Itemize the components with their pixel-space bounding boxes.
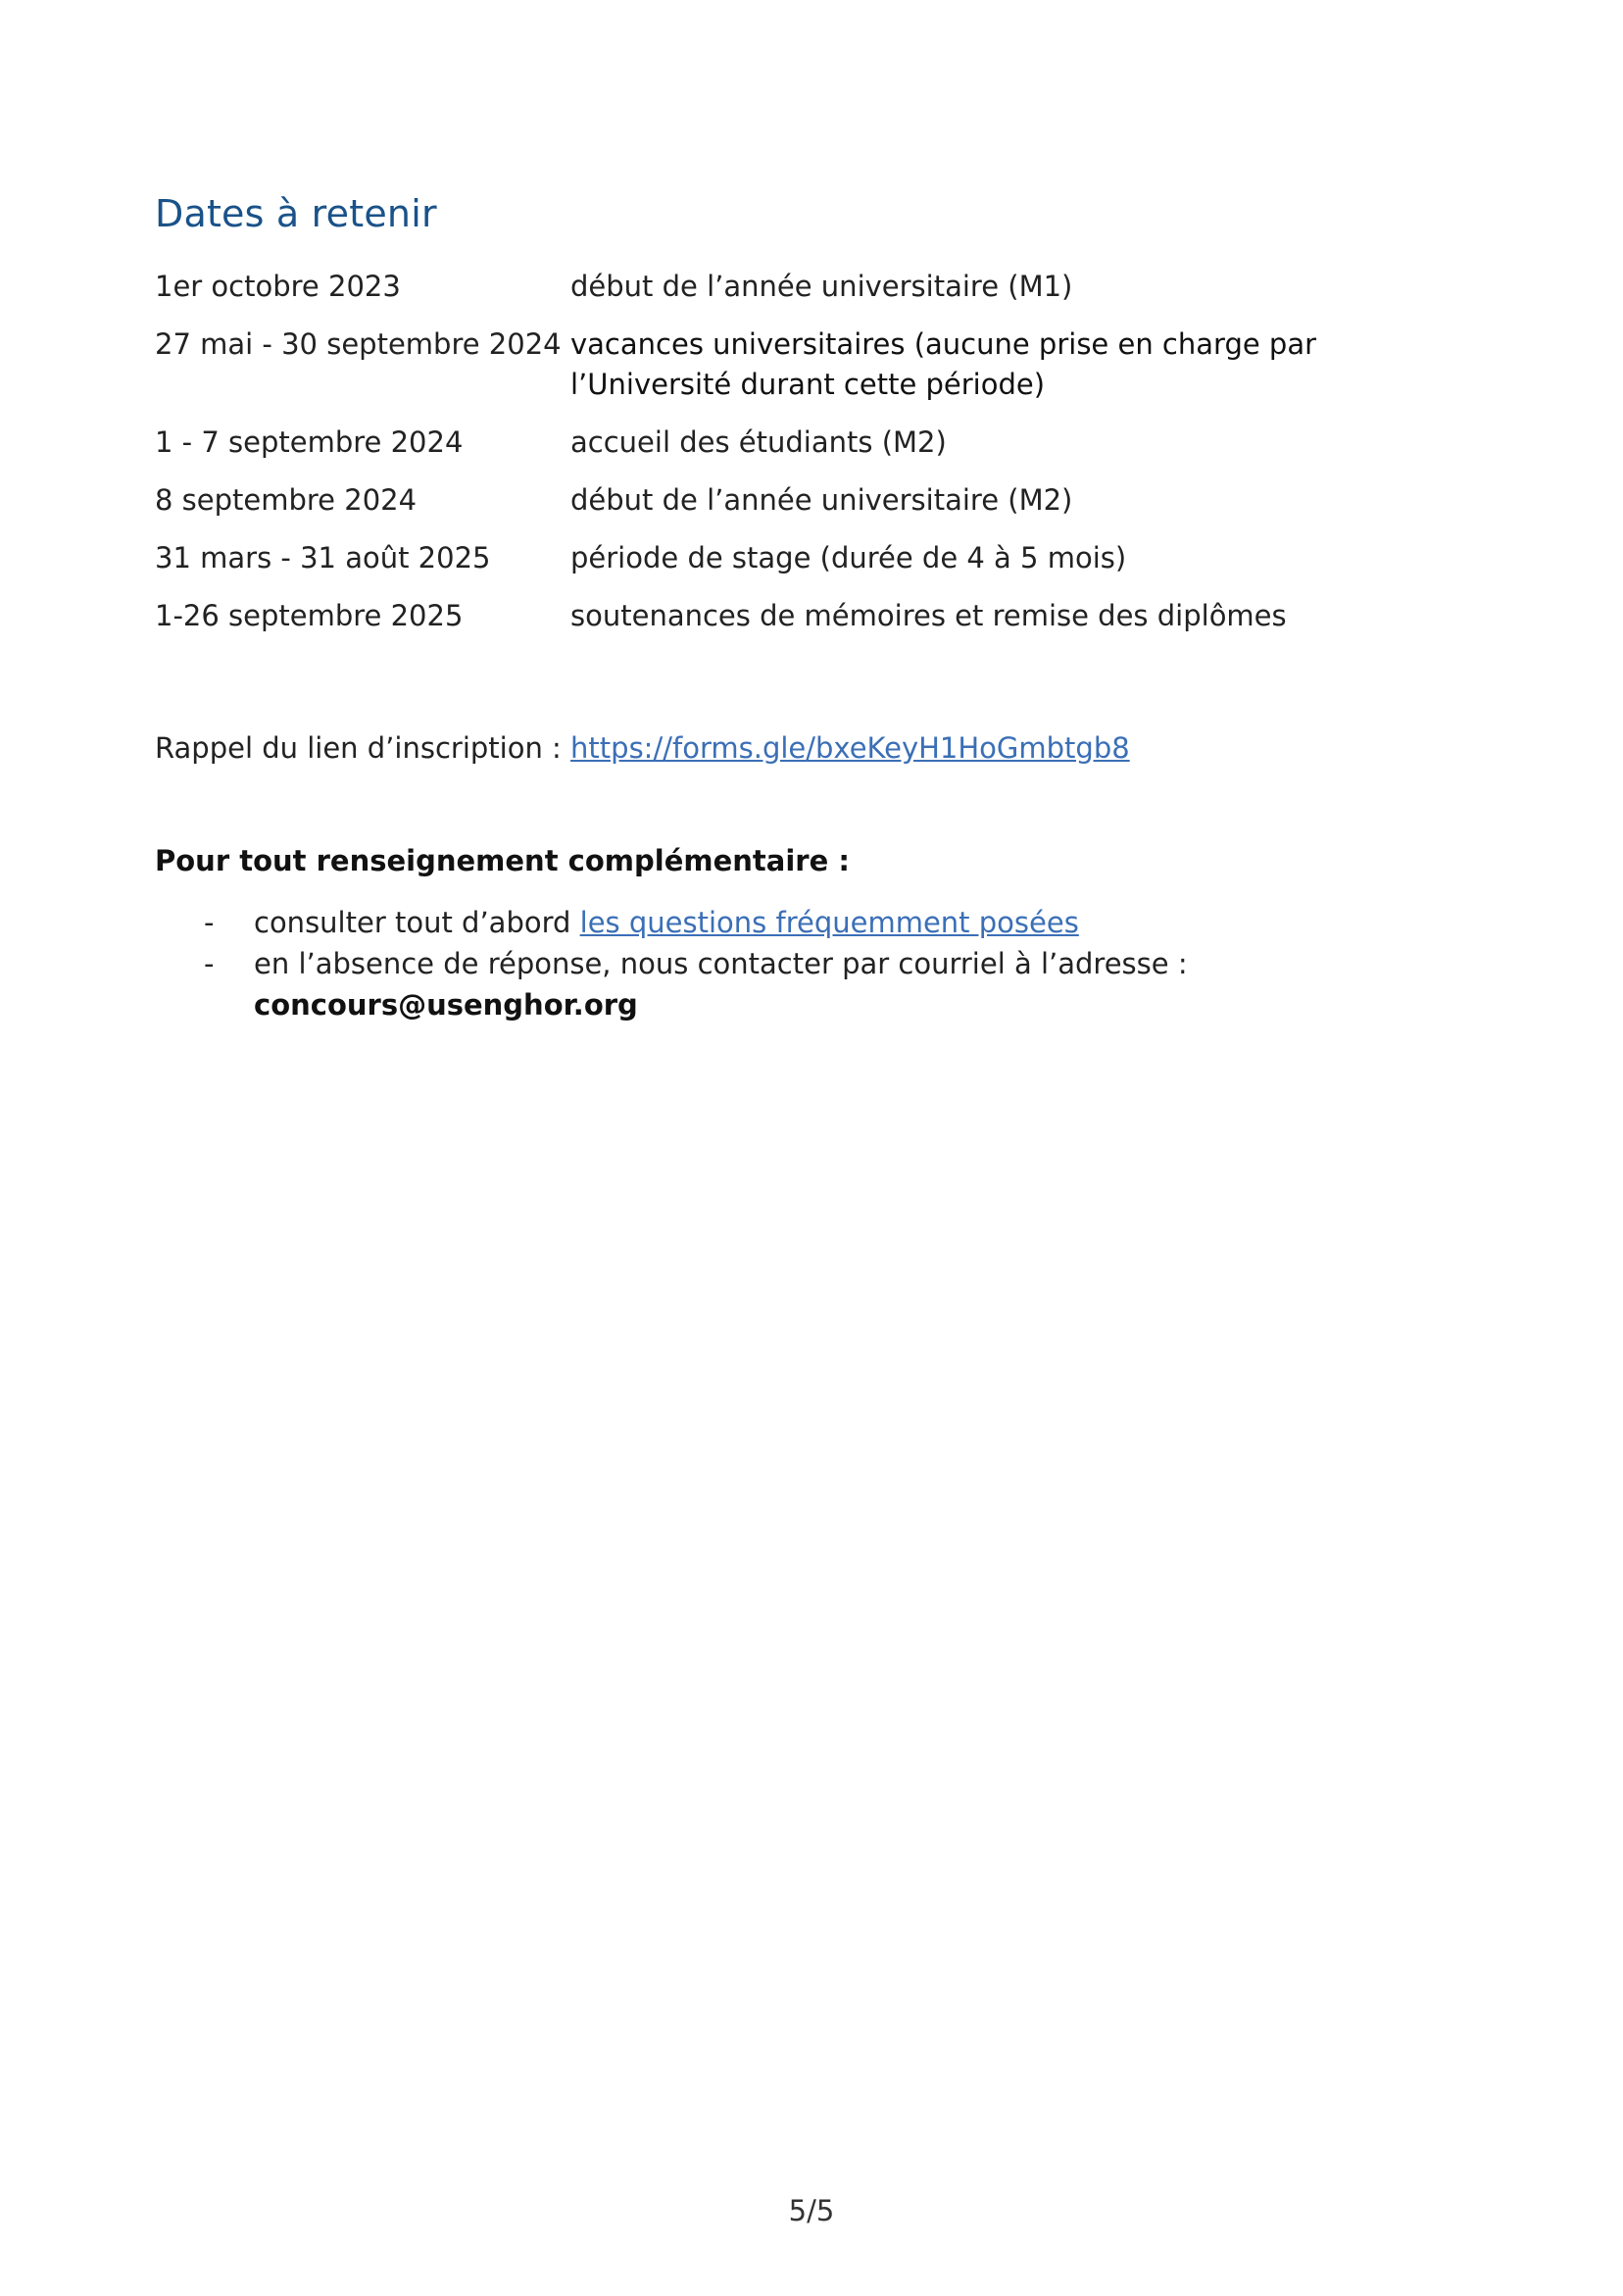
description-cell: début de l’année universitaire (M2) <box>570 483 1073 517</box>
page-number: 5/5 <box>788 2194 835 2227</box>
date-cell: 8 septembre 2024 <box>155 483 418 517</box>
faq-link[interactable]: les questions fréquemment posées <box>579 906 1079 939</box>
description-cell: soutenances de mémoires et remise des diplômes <box>570 599 1287 632</box>
date-row <box>155 423 1468 463</box>
section-title: Dates à retenir <box>155 192 437 235</box>
date-cell: 31 mars - 31 août 2025 <box>155 541 491 574</box>
date-row <box>155 596 1468 636</box>
list-item <box>155 902 1527 943</box>
info-list <box>155 902 1527 1025</box>
date-row <box>155 324 1468 405</box>
bullet-dash: - <box>204 947 215 980</box>
contact-email: concours@usenghor.org <box>254 988 638 1022</box>
date-row <box>155 480 1468 521</box>
registration-reminder <box>155 728 1130 768</box>
date-cell: 1er octobre 2023 <box>155 270 401 303</box>
item-text: en l’absence de réponse, nous contacter par courriel à l’adresse : <box>254 947 1188 980</box>
item-text: consulter tout d’abord <box>254 906 580 939</box>
registration-label: Rappel du lien d’inscription : <box>155 731 571 765</box>
date-cell: 1-26 septembre 2025 <box>155 599 464 632</box>
dates-table <box>155 267 1468 654</box>
date-row <box>155 538 1468 578</box>
info-heading: Pour tout renseignement complémentaire : <box>155 844 850 877</box>
description-cell: vacances universitaires (aucune prise en charge par l’Université durant cette période) <box>570 327 1317 401</box>
description-cell: accueil des étudiants (M2) <box>570 425 947 459</box>
date-cell: 1 - 7 septembre 2024 <box>155 425 464 459</box>
date-cell: 27 mai - 30 septembre 2024 <box>155 327 562 361</box>
description-cell: période de stage (durée de 4 à 5 mois) <box>570 541 1127 574</box>
date-row <box>155 267 1468 307</box>
registration-link[interactable]: https://forms.gle/bxeKeyH1HoGmbtgb8 <box>570 731 1130 765</box>
bullet-dash: - <box>204 906 215 939</box>
description-cell: début de l’année universitaire (M1) <box>570 270 1073 303</box>
list-item <box>155 943 1527 1025</box>
